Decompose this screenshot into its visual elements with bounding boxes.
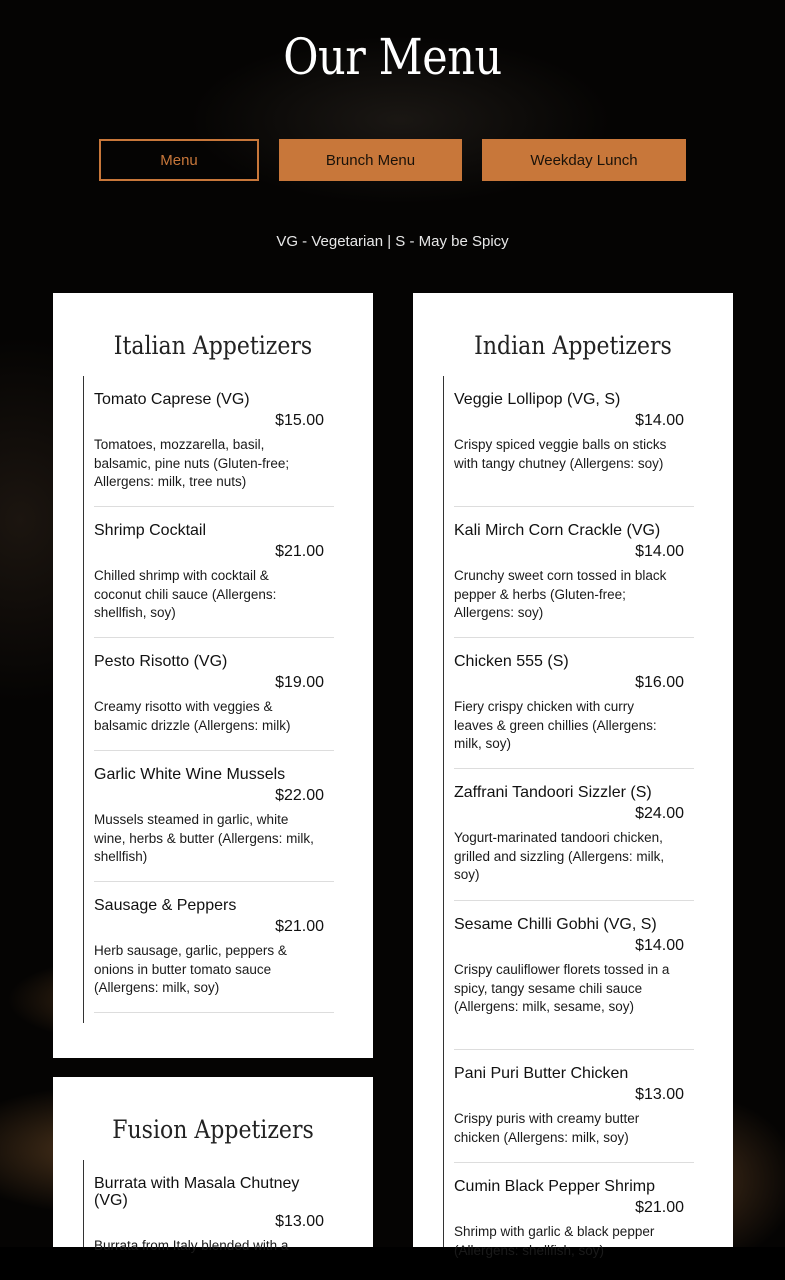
item-description: Shrimp with garlic & black pepper (Allergens: shellfish, soy) — [454, 1224, 655, 1258]
item-description: Crispy puris with creamy butter chicken (Allergens: milk, soy) — [454, 1111, 640, 1145]
item-name: Veggie Lollipop (VG, S) — [454, 391, 621, 408]
menu-item — [454, 376, 694, 507]
menu-item — [454, 1050, 694, 1163]
menu-item-list — [83, 376, 334, 1023]
item-price: $14.00 — [635, 543, 684, 560]
menu-item — [454, 769, 694, 901]
section-title: Fusion Appetizers — [112, 1115, 314, 1144]
item-price: $15.00 — [275, 412, 324, 429]
italian-appetizers-card — [53, 293, 373, 1058]
item-price: $21.00 — [275, 543, 324, 560]
item-price: $13.00 — [275, 1213, 324, 1230]
menu-item — [94, 638, 334, 751]
menu-item-list — [83, 1160, 334, 1253]
menu-item — [94, 376, 334, 507]
item-description: Fiery crispy chicken with curry leaves & green chillies (Allergens: milk, soy) — [454, 699, 657, 752]
item-description: Burrata from Italy blended with a — [94, 1238, 289, 1253]
menu-item — [454, 1163, 694, 1276]
menu-item — [454, 507, 694, 638]
item-price: $21.00 — [635, 1199, 684, 1216]
item-name: Sausage & Peppers — [94, 897, 237, 914]
item-description: Crunchy sweet corn tossed in black pepper & herbs (Gluten-free; Allergens: soy) — [454, 568, 667, 621]
indian-appetizers-card — [413, 293, 733, 1258]
item-price: $22.00 — [275, 787, 324, 804]
page-title: Our Menu — [283, 28, 502, 86]
item-description: Creamy risotto with veggies & balsamic drizzle (Allergens: milk) — [94, 699, 291, 733]
item-price: $16.00 — [635, 674, 684, 691]
menu-tabs — [0, 139, 785, 181]
item-price: $14.00 — [635, 937, 684, 954]
menu-item — [94, 1160, 334, 1280]
item-price: $24.00 — [635, 805, 684, 822]
section-title: Italian Appetizers — [113, 331, 313, 360]
item-description: Chilled shrimp with cocktail & coconut chili sauce (Allergens: shellfish, soy) — [94, 568, 277, 621]
item-name: Sesame Chilli Gobhi (VG, S) — [454, 916, 657, 933]
tab-brunch-menu[interactable]: Brunch Menu — [279, 139, 462, 181]
item-price: $19.00 — [275, 674, 324, 691]
menu-item — [454, 901, 694, 1050]
menu-item — [94, 751, 334, 882]
item-name: Kali Mirch Corn Crackle (VG) — [454, 522, 661, 539]
menu-item-list — [443, 376, 694, 1258]
tab-menu[interactable]: Menu — [99, 139, 259, 181]
item-name: Chicken 555 (S) — [454, 653, 569, 670]
item-description: Mussels steamed in garlic, white wine, herbs & butter (Allergens: milk, shellfish) — [94, 812, 314, 865]
item-name: Pesto Risotto (VG) — [94, 653, 228, 670]
menu-item — [454, 638, 694, 769]
item-price: $13.00 — [635, 1086, 684, 1103]
item-name: Pani Puri Butter Chicken — [454, 1065, 629, 1082]
item-price: $21.00 — [275, 918, 324, 935]
item-description: Tomatoes, mozzarella, basil, balsamic, pine nuts (Gluten-free; Allergens: milk, tree nuts) — [94, 437, 290, 490]
item-description: Crispy cauliflower florets tossed in a spicy, tangy sesame chili sauce (Allergens: milk, sesame, soy) — [454, 962, 670, 1015]
item-name: Tomato Caprese (VG) — [94, 391, 250, 408]
item-name: Garlic White Wine Mussels — [94, 766, 286, 783]
item-name: Cumin Black Pepper Shrimp — [454, 1178, 655, 1195]
item-name: Zaffrani Tandoori Sizzler (S) — [454, 784, 652, 801]
fusion-appetizers-card — [53, 1077, 373, 1253]
section-title: Indian Appetizers — [474, 331, 672, 360]
item-name: Burrata with Masala Chutney (VG) — [94, 1175, 300, 1209]
item-description: Herb sausage, garlic, peppers & onions in butter tomato sauce (Allergens: milk, soy) — [94, 943, 287, 996]
menu-item — [94, 507, 334, 638]
item-description: Crispy spiced veggie balls on sticks with tangy chutney (Allergens: soy) — [454, 437, 667, 471]
dietary-legend: VG - Vegetarian | S - May be Spicy — [276, 233, 509, 250]
item-name: Shrimp Cocktail — [94, 522, 207, 539]
menu-item — [94, 882, 334, 1013]
item-description: Yogurt-marinated tandoori chicken, grilled and sizzling (Allergens: milk, soy) — [454, 830, 665, 883]
tab-weekday-lunch[interactable]: Weekday Lunch — [482, 139, 686, 181]
item-price: $14.00 — [635, 412, 684, 429]
